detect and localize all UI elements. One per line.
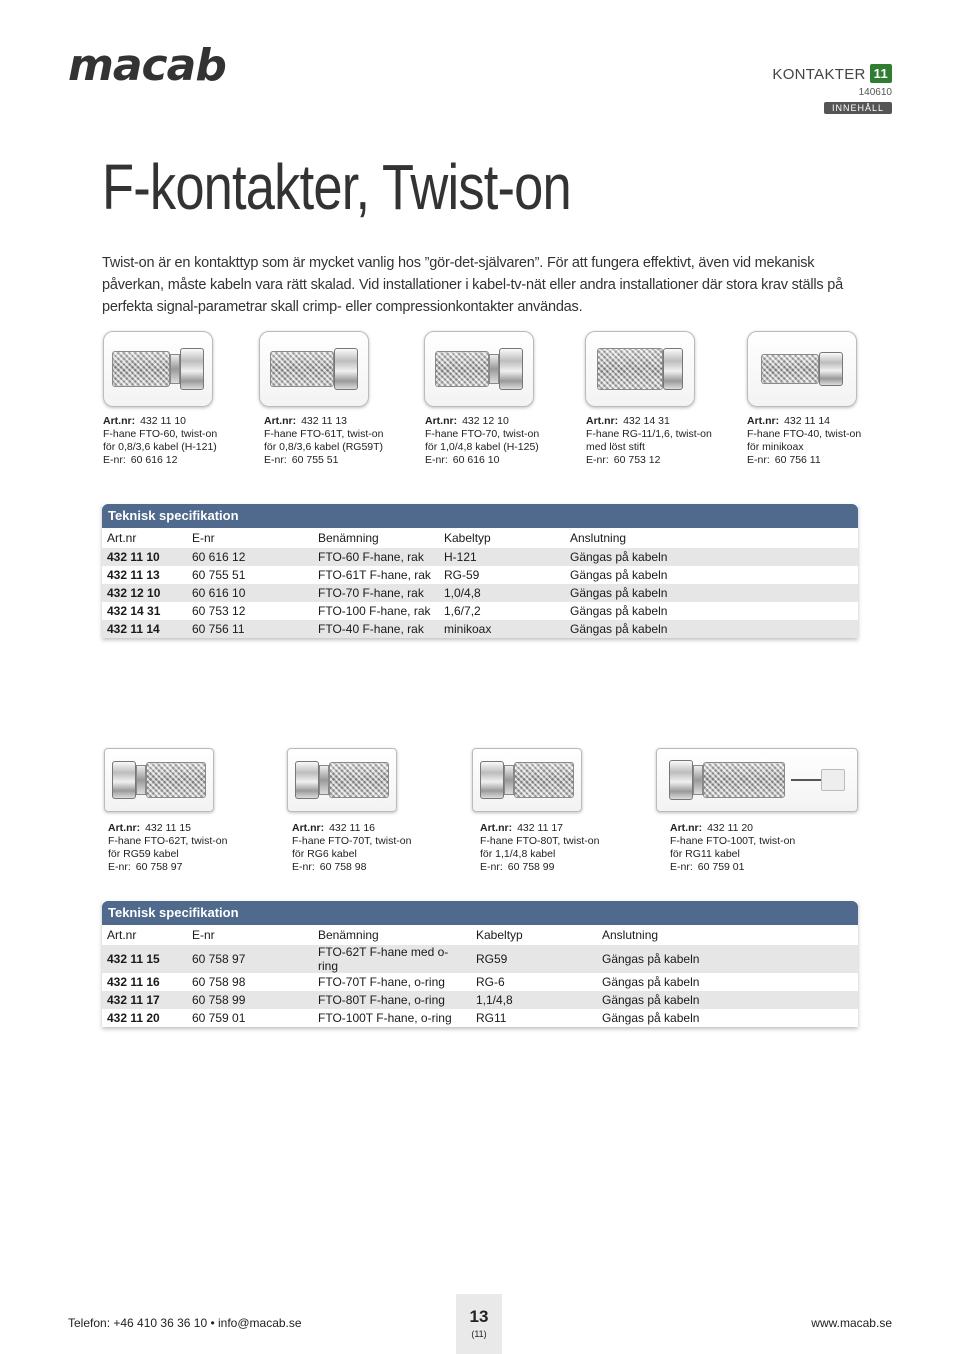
product-caption: Art.nr: 432 11 13 F-hane FTO-61T, twist-on för 0,8/3,6 kabel (RG59T) E-nr: 60 755 51 (264, 415, 384, 466)
table-header-row: Art.nr E-nr Benämning Kabeltyp Anslutning (107, 928, 659, 942)
product-image-432-11-16 (287, 748, 397, 812)
section-number-badge: 11 (870, 64, 892, 83)
table-row: 432 11 13 60 755 51 FTO-61T F-hane, rak RG-59 Gängas på kabeln (107, 568, 668, 582)
connector-icon (295, 761, 389, 799)
index-link[interactable]: INNEHÅLL (824, 102, 892, 114)
product-caption: Art.nr: 432 11 16 F-hane FTO-70T, twist-on för RG6 kabel E-nr: 60 758 98 (292, 822, 412, 873)
table-row: 432 11 17 60 758 99 FTO-80T F-hane, o-ring 1,1/4,8 Gängas på kabeln (102, 991, 858, 1009)
page-subnumber: (11) (471, 1329, 487, 1339)
product-caption: Art.nr: 432 11 14 F-hane FTO-40, twist-on för minikoax E-nr: 60 756 11 (747, 415, 862, 466)
connector-icon (270, 348, 358, 390)
product-caption: Art.nr: 432 12 10 F-hane FTO-70, twist-on för 1,0/4,8 kabel (H-125) E-nr: 60 616 10 (425, 415, 540, 466)
spec-heading: Teknisk specifikation (102, 504, 858, 528)
product-caption: Art.nr: 432 11 17 F-hane FTO-80T, twist-on för 1,1/4,8 kabel E-nr: 60 758 99 (480, 822, 600, 873)
page-number: 13 (469, 1307, 489, 1326)
product-image-432-14-31 (585, 331, 695, 407)
product-caption: Art.nr: 432 11 15 F-hane FTO-62T, twist-on för RG59 kabel E-nr: 60 758 97 (108, 822, 228, 873)
connector-icon (435, 348, 523, 390)
section-header (772, 64, 892, 116)
doc-date: 140610 (858, 87, 892, 98)
table-row: 432 11 20 60 759 01 FTO-100T F-hane, o-ring RG11 Gängas på kabeln (107, 1011, 700, 1025)
table-row: 432 11 15 60 758 97 FTO-62T F-hane med o-ring RG59 Gängas på kabeln (102, 945, 858, 973)
product-caption: Art.nr: 432 14 31 F-hane RG-11/1,6, twist-on med löst stift E-nr: 60 753 12 (586, 415, 712, 466)
table-row: 432 14 31 60 753 12 FTO-100 F-hane, rak 1,6/7,2 Gängas på kabeln (107, 604, 668, 618)
product-image-432-11-17 (472, 748, 582, 812)
connector-icon (669, 760, 845, 800)
macab-logo: macab (68, 40, 226, 91)
page-number-box (456, 1294, 502, 1354)
connector-icon (480, 761, 574, 799)
footer-contact: Telefon: +46 410 36 36 10 • info@macab.se (68, 1316, 302, 1330)
page-title: F-kontakter, Twist-on (102, 151, 571, 223)
product-image-432-11-10 (103, 331, 213, 407)
product-caption: Art.nr: 432 11 10 F-hane FTO-60, twist-on för 0,8/3,6 kabel (H-121) E-nr: 60 616 12 (103, 415, 218, 466)
connector-icon (112, 348, 204, 390)
product-caption: Art.nr: 432 11 20 F-hane FTO-100T, twist-on för RG11 kabel E-nr: 60 759 01 (670, 822, 796, 873)
footer-website-link[interactable]: www.macab.se (811, 1316, 892, 1330)
intro-text: Twist-on är en kontakttyp som är mycket vanlig hos ”gör-det-självaren”. För att fungera effektivt, även vid mekanisk påverkan, måste kabeln vara rätt skalad. Vid installationer i kabel-tv-nät eller andra installationer där stora krav ställs på perfekta signal-parametrar skall crimp- eller compressionkontakter användas. (102, 255, 843, 315)
product-image-432-11-13 (259, 331, 369, 407)
product-image-432-11-15 (104, 748, 214, 812)
connector-icon (112, 761, 206, 799)
spec-table-1 (102, 504, 858, 638)
spec-table-2 (102, 901, 858, 1027)
connector-icon (597, 348, 683, 390)
product-image-432-12-10 (424, 331, 534, 407)
spec-heading: Teknisk specifikation (102, 901, 858, 925)
table-row: 432 12 10 60 616 10 FTO-70 F-hane, rak 1,0/4,8 Gängas på kabeln (102, 584, 858, 602)
table-header-row: Art.nr E-nr Benämning Kabeltyp Anslutning (107, 531, 627, 545)
table-row: 432 11 14 60 756 11 FTO-40 F-hane, rak minikoax Gängas på kabeln (102, 620, 858, 638)
connector-icon (761, 352, 843, 386)
product-image-432-11-20 (656, 748, 858, 812)
product-image-432-11-14 (747, 331, 857, 407)
table-row: 432 11 16 60 758 98 FTO-70T F-hane, o-ring RG-6 Gängas på kabeln (107, 975, 700, 989)
table-row: 432 11 10 60 616 12 FTO-60 F-hane, rak H-121 Gängas på kabeln (102, 548, 858, 566)
section-name: KONTAKTER (772, 66, 866, 83)
